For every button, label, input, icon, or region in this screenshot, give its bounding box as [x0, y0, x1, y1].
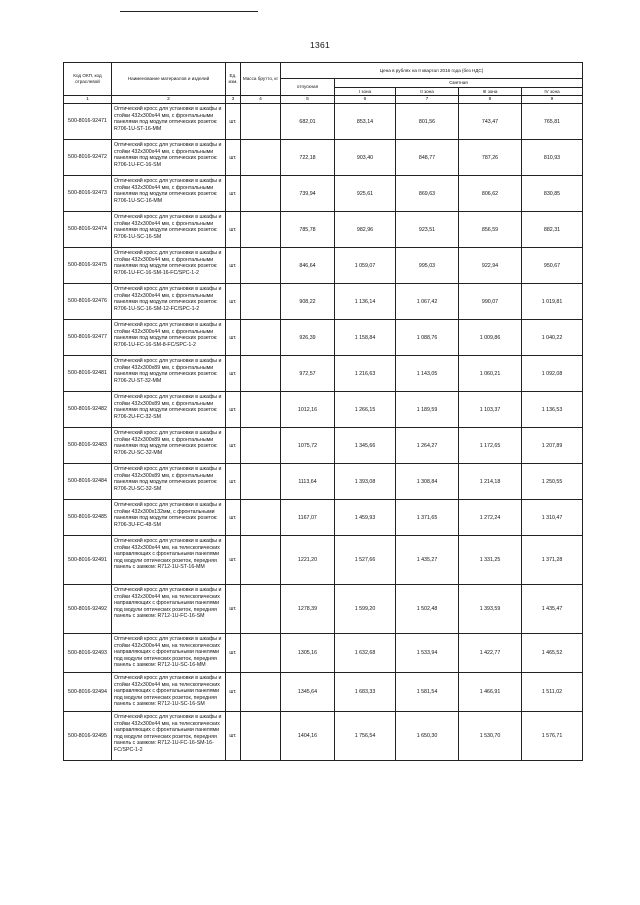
header-zone-3: III зона [459, 88, 522, 96]
table-row [64, 356, 583, 392]
item-unit: шт. [226, 248, 241, 284]
col-number: 8 [459, 96, 522, 104]
top-rule [120, 11, 258, 12]
price-zone-4: 1 207,89 [522, 428, 583, 464]
price-wholesale: 1345,64 [281, 673, 335, 712]
price-zone-1: 982,96 [335, 212, 396, 248]
table-row [64, 176, 583, 212]
price-zone-3: 1 172,65 [459, 428, 522, 464]
item-code: 500-8016-92481 [64, 356, 112, 392]
item-mass [241, 392, 281, 428]
item-name: Оптический кросс для установки в шкафы и стойки 432x300x44 мм, на телескопических направляющих с фронтальными панелями под модули оптических розеток, передняя панель с замком: R712-1U-ST-16-MM [112, 536, 226, 585]
table-row [64, 673, 583, 712]
price-zone-3: 1 214,18 [459, 464, 522, 500]
item-code: 500-8016-92471 [64, 104, 112, 140]
price-zone-2: 1 435,27 [396, 536, 459, 585]
price-zone-2: 995,03 [396, 248, 459, 284]
price-zone-3: 1 466,91 [459, 673, 522, 712]
price-zone-4: 1 040,22 [522, 320, 583, 356]
price-zone-1: 1 059,07 [335, 248, 396, 284]
price-wholesale: 1404,16 [281, 712, 335, 761]
header-name: Наименование материалов и изделий [112, 63, 226, 96]
price-wholesale: 739,94 [281, 176, 335, 212]
price-zone-4: 1 019,81 [522, 284, 583, 320]
item-mass [241, 248, 281, 284]
header-price-group: Цена в рублях на II квартал 2016 года (без НДС) [281, 63, 583, 79]
item-unit: шт. [226, 536, 241, 585]
item-mass [241, 176, 281, 212]
item-unit: шт. [226, 104, 241, 140]
item-mass [241, 500, 281, 536]
price-wholesale: 972,57 [281, 356, 335, 392]
price-zone-3: 1 272,24 [459, 500, 522, 536]
item-name: Оптический кросс для установки в шкафы и стойки 432x300x44 мм, с фронтальными панелями под модули оптических розеток: R706-1U-FC-16-SM-16-FC/SPC-1-2 [112, 248, 226, 284]
header-mass: Масса брутто, кг [241, 63, 281, 96]
price-zone-3: 1 393,59 [459, 585, 522, 634]
item-name: Оптический кросс для установки в шкафы и стойки 432x300x44 мм, с фронтальными панелями под модули оптических розеток: R706-1U-SC-16-SM [112, 212, 226, 248]
item-mass [241, 536, 281, 585]
col-number: 4 [241, 96, 281, 104]
price-zone-4: 1 250,55 [522, 464, 583, 500]
col-number: 5 [281, 96, 335, 104]
price-zone-2: 1 189,59 [396, 392, 459, 428]
price-wholesale: 1012,16 [281, 392, 335, 428]
price-zone-3: 990,07 [459, 284, 522, 320]
price-zone-3: 1 103,37 [459, 392, 522, 428]
price-zone-4: 1 310,47 [522, 500, 583, 536]
table-row [64, 712, 583, 761]
item-name: Оптический кросс для установки в шкафы и стойки 432x300x44 мм, с фронтальными панелями под модули оптических розеток: R706-1U-ST-16-MM [112, 104, 226, 140]
price-wholesale: 785,78 [281, 212, 335, 248]
price-zone-1: 1 459,93 [335, 500, 396, 536]
price-zone-1: 1 527,66 [335, 536, 396, 585]
price-zone-1: 853,14 [335, 104, 396, 140]
price-wholesale: 1305,16 [281, 634, 335, 673]
price-zone-2: 1 502,48 [396, 585, 459, 634]
price-zone-1: 925,61 [335, 176, 396, 212]
price-zone-4: 950,67 [522, 248, 583, 284]
table-row [64, 248, 583, 284]
price-zone-1: 1 599,20 [335, 585, 396, 634]
item-code: 500-8016-92495 [64, 712, 112, 761]
item-unit: шт. [226, 428, 241, 464]
item-unit: шт. [226, 320, 241, 356]
item-mass [241, 673, 281, 712]
table-header [64, 63, 583, 104]
item-mass [241, 464, 281, 500]
price-zone-1: 1 683,33 [335, 673, 396, 712]
header-unit: Ед. изм. [226, 63, 241, 96]
price-zone-3: 1 530,70 [459, 712, 522, 761]
table-row [64, 320, 583, 356]
price-zone-4: 1 136,53 [522, 392, 583, 428]
col-number: 2 [112, 96, 226, 104]
item-code: 500-8016-92477 [64, 320, 112, 356]
price-zone-2: 1 067,42 [396, 284, 459, 320]
item-mass [241, 712, 281, 761]
item-name: Оптический кросс для установки в шкафы и стойки 432x300x89 мм, с фронтальными панелями под модули оптических розеток: R706-2U-SC-32-SM [112, 464, 226, 500]
item-name: Оптический кросс для установки в шкафы и стойки 432x300x44 мм, с фронтальными панелями под модули оптических розеток: R706-1U-SC-16-MM [112, 176, 226, 212]
table-row [64, 428, 583, 464]
item-mass [241, 104, 281, 140]
page-number: 1361 [309, 40, 331, 50]
item-unit: шт. [226, 634, 241, 673]
price-zone-3: 787,26 [459, 140, 522, 176]
item-unit: шт. [226, 356, 241, 392]
price-zone-2: 1 264,27 [396, 428, 459, 464]
price-zone-3: 806,62 [459, 176, 522, 212]
item-name: Оптический кросс для установки в шкафы и стойки 432x300x132мм, с фронтальными панелями под модули оптических розеток: R706-3U-FC-48-SM [112, 500, 226, 536]
table-body [64, 104, 583, 761]
item-unit: шт. [226, 212, 241, 248]
price-zone-2: 1 088,76 [396, 320, 459, 356]
item-mass [241, 140, 281, 176]
price-wholesale: 926,39 [281, 320, 335, 356]
price-zone-2: 923,51 [396, 212, 459, 248]
item-code: 500-8016-92492 [64, 585, 112, 634]
col-number: 7 [396, 96, 459, 104]
item-name: Оптический кросс для установки в шкафы и стойки 432x300x89 мм, с фронтальными панелями под модули оптических розеток: R706-2U-FC-32-SM [112, 392, 226, 428]
item-mass [241, 585, 281, 634]
item-code: 500-8016-92494 [64, 673, 112, 712]
header-wholesale: отпускная [281, 79, 335, 96]
price-zone-2: 848,77 [396, 140, 459, 176]
table-row [64, 212, 583, 248]
item-code: 500-8016-92484 [64, 464, 112, 500]
price-zone-3: 1 331,25 [459, 536, 522, 585]
price-zone-3: 1 422,77 [459, 634, 522, 673]
item-code: 500-8016-92476 [64, 284, 112, 320]
item-code: 500-8016-92491 [64, 536, 112, 585]
price-zone-4: 1 435,47 [522, 585, 583, 634]
price-zone-4: 765,81 [522, 104, 583, 140]
table-row [64, 536, 583, 585]
price-wholesale: 1113,64 [281, 464, 335, 500]
table-row [64, 500, 583, 536]
item-name: Оптический кросс для установки в шкафы и стойки 432x300x44 мм, с фронтальными панелями под модули оптических розеток: R706-1U-FC-16-SM-8-FC/SPC-1-2 [112, 320, 226, 356]
col-number: 1 [64, 96, 112, 104]
column-numbers-row [64, 96, 583, 104]
table-row [64, 585, 583, 634]
price-zone-1: 1 345,66 [335, 428, 396, 464]
price-zone-3: 856,59 [459, 212, 522, 248]
item-mass [241, 320, 281, 356]
item-code: 500-8016-92473 [64, 176, 112, 212]
price-zone-4: 1 092,08 [522, 356, 583, 392]
price-zone-4: 1 465,52 [522, 634, 583, 673]
item-mass [241, 634, 281, 673]
item-mass [241, 428, 281, 464]
item-unit: шт. [226, 464, 241, 500]
price-zone-1: 903,40 [335, 140, 396, 176]
item-name: Оптический кросс для установки в шкафы и стойки 432x300x89 мм, с фронтальными панелями под модули оптических розеток: R706-2U-SC-32-MM [112, 428, 226, 464]
price-wholesale: 1075,72 [281, 428, 335, 464]
price-wholesale: 682,01 [281, 104, 335, 140]
price-wholesale: 1167,07 [281, 500, 335, 536]
item-unit: шт. [226, 392, 241, 428]
header-estimate: Сметная [335, 79, 583, 88]
price-zone-2: 1 143,05 [396, 356, 459, 392]
item-mass [241, 212, 281, 248]
price-zone-3: 743,47 [459, 104, 522, 140]
price-table [63, 62, 583, 761]
price-wholesale: 722,18 [281, 140, 335, 176]
price-zone-1: 1 266,15 [335, 392, 396, 428]
table-row [64, 104, 583, 140]
header-code: Код ОКП, код отраслевой [64, 63, 112, 96]
price-zone-2: 1 581,54 [396, 673, 459, 712]
col-number: 9 [522, 96, 583, 104]
price-zone-1: 1 393,08 [335, 464, 396, 500]
item-name: Оптический кросс для установки в шкафы и стойки 432x300x44 мм, на телескопических направляющих с фронтальными панелями под модули оптических розеток, передняя панель с замком: R712-1U-SC-16-SM [112, 673, 226, 712]
price-zone-4: 1 371,28 [522, 536, 583, 585]
price-wholesale: 1221,20 [281, 536, 335, 585]
price-zone-3: 1 009,86 [459, 320, 522, 356]
item-name: Оптический кросс для установки в шкафы и стойки 432x300x44 мм, на телескопических направляющих с фронтальными панелями под модули оптических розеток, передняя панель с замком: R712-1U-FC-16-SM-16-FC/SPC-1-2 [112, 712, 226, 761]
price-zone-4: 1 511,02 [522, 673, 583, 712]
price-zone-1: 1 632,68 [335, 634, 396, 673]
price-zone-2: 1 371,65 [396, 500, 459, 536]
item-unit: шт. [226, 673, 241, 712]
price-zone-1: 1 216,63 [335, 356, 396, 392]
price-zone-4: 830,85 [522, 176, 583, 212]
item-mass [241, 356, 281, 392]
header-zone-2: II зона [396, 88, 459, 96]
table-row [64, 284, 583, 320]
item-code: 500-8016-92485 [64, 500, 112, 536]
item-code: 500-8016-92483 [64, 428, 112, 464]
item-code: 500-8016-92475 [64, 248, 112, 284]
item-code: 500-8016-92482 [64, 392, 112, 428]
price-zone-2: 801,56 [396, 104, 459, 140]
price-zone-2: 1 308,84 [396, 464, 459, 500]
price-zone-2: 869,63 [396, 176, 459, 212]
item-name: Оптический кросс для установки в шкафы и стойки 432x300x44 мм, с фронтальными панелями под модули оптических розеток: R706-1U-SC-16-SM-12-FC/SPC-1-2 [112, 284, 226, 320]
item-name: Оптический кросс для установки в шкафы и стойки 432x300x89 мм, с фронтальными панелями под модули оптических розеток: R706-2U-ST-32-MM [112, 356, 226, 392]
price-wholesale: 846,64 [281, 248, 335, 284]
price-zone-2: 1 650,30 [396, 712, 459, 761]
item-name: Оптический кросс для установки в шкафы и стойки 432x300x44 мм, с фронтальными панелями под модули оптических розеток: R706-1U-FC-16-SM [112, 140, 226, 176]
table-row [64, 464, 583, 500]
item-unit: шт. [226, 500, 241, 536]
price-zone-4: 1 576,71 [522, 712, 583, 761]
item-code: 500-8016-92493 [64, 634, 112, 673]
price-zone-4: 882,31 [522, 212, 583, 248]
item-mass [241, 284, 281, 320]
item-name: Оптический кросс для установки в шкафы и стойки 432x300x44 мм, на телескопических направляющих с фронтальными панелями под модули оптических розеток, передняя панель с замком: R712-1U-FC-16-SM [112, 585, 226, 634]
item-unit: шт. [226, 140, 241, 176]
price-table-container [63, 62, 583, 761]
price-wholesale: 908,22 [281, 284, 335, 320]
price-zone-1: 1 158,84 [335, 320, 396, 356]
price-wholesale: 1278,39 [281, 585, 335, 634]
col-number: 6 [335, 96, 396, 104]
price-zone-1: 1 756,54 [335, 712, 396, 761]
item-unit: шт. [226, 585, 241, 634]
price-zone-2: 1 533,94 [396, 634, 459, 673]
table-row [64, 140, 583, 176]
price-zone-4: 810,93 [522, 140, 583, 176]
price-zone-1: 1 136,14 [335, 284, 396, 320]
header-zone-1: I зона [335, 88, 396, 96]
item-unit: шт. [226, 712, 241, 761]
item-code: 500-8016-92472 [64, 140, 112, 176]
header-zone-4: IV зона [522, 88, 583, 96]
item-unit: шт. [226, 284, 241, 320]
price-zone-3: 1 060,21 [459, 356, 522, 392]
item-code: 500-8016-92474 [64, 212, 112, 248]
item-name: Оптический кросс для установки в шкафы и стойки 432x300x44 мм, на телескопических направляющих с фронтальными панелями под модули оптических розеток, передняя панель с замком: R712-1U-SC-16-MM [112, 634, 226, 673]
col-number: 3 [226, 96, 241, 104]
table-row [64, 634, 583, 673]
price-zone-3: 922,94 [459, 248, 522, 284]
item-unit: шт. [226, 176, 241, 212]
table-row [64, 392, 583, 428]
